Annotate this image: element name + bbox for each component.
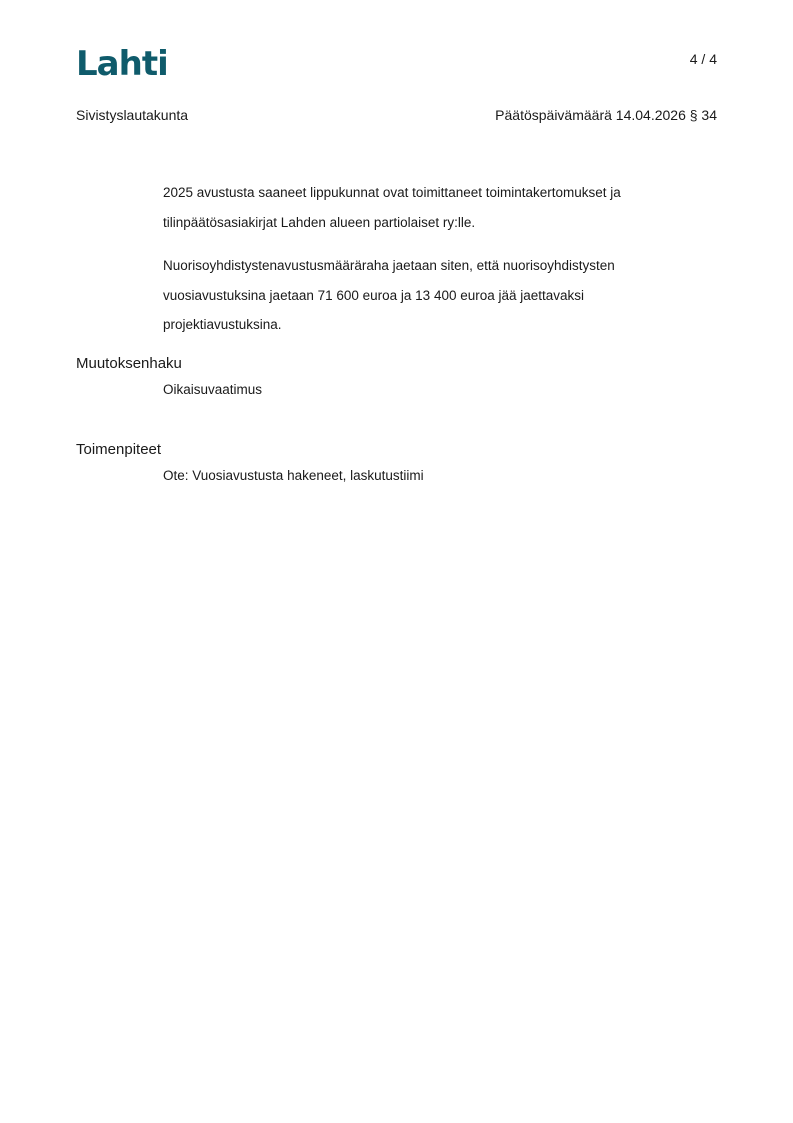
committee-name: Sivistyslautakunta xyxy=(76,107,189,123)
decision-date: Päätöspäivämäärä 14.04.2026 § 34 xyxy=(495,107,717,123)
actions-text: Ote: Vuosiavustusta hakeneet, laskutustiimi xyxy=(163,468,424,483)
appeal-text: Oikaisuvaatimus xyxy=(163,382,263,397)
lahti-logo: Lahti xyxy=(76,44,168,84)
decision-body xyxy=(163,178,703,354)
body-paragraph-2: Nuorisoyhdistystenavustusmääräraha jaetaan siten, että nuorisoyhdistysten vuosiavustuksina jaetaan 71 600 euroa ja 13 400 euroa jää jaettavaksi projektiavustuksina. xyxy=(163,258,615,332)
appeal-heading: Muutoksenhaku xyxy=(76,355,182,372)
page-number: 4 / 4 xyxy=(689,51,717,67)
actions-heading: Toimenpiteet xyxy=(76,441,162,458)
body-paragraph-1: 2025 avustusta saaneet lippukunnat ovat toimittaneet toimintakertomukset ja tilinpäätösasiakirjat Lahden alueen partiolaiset ry:lle. xyxy=(163,185,621,230)
